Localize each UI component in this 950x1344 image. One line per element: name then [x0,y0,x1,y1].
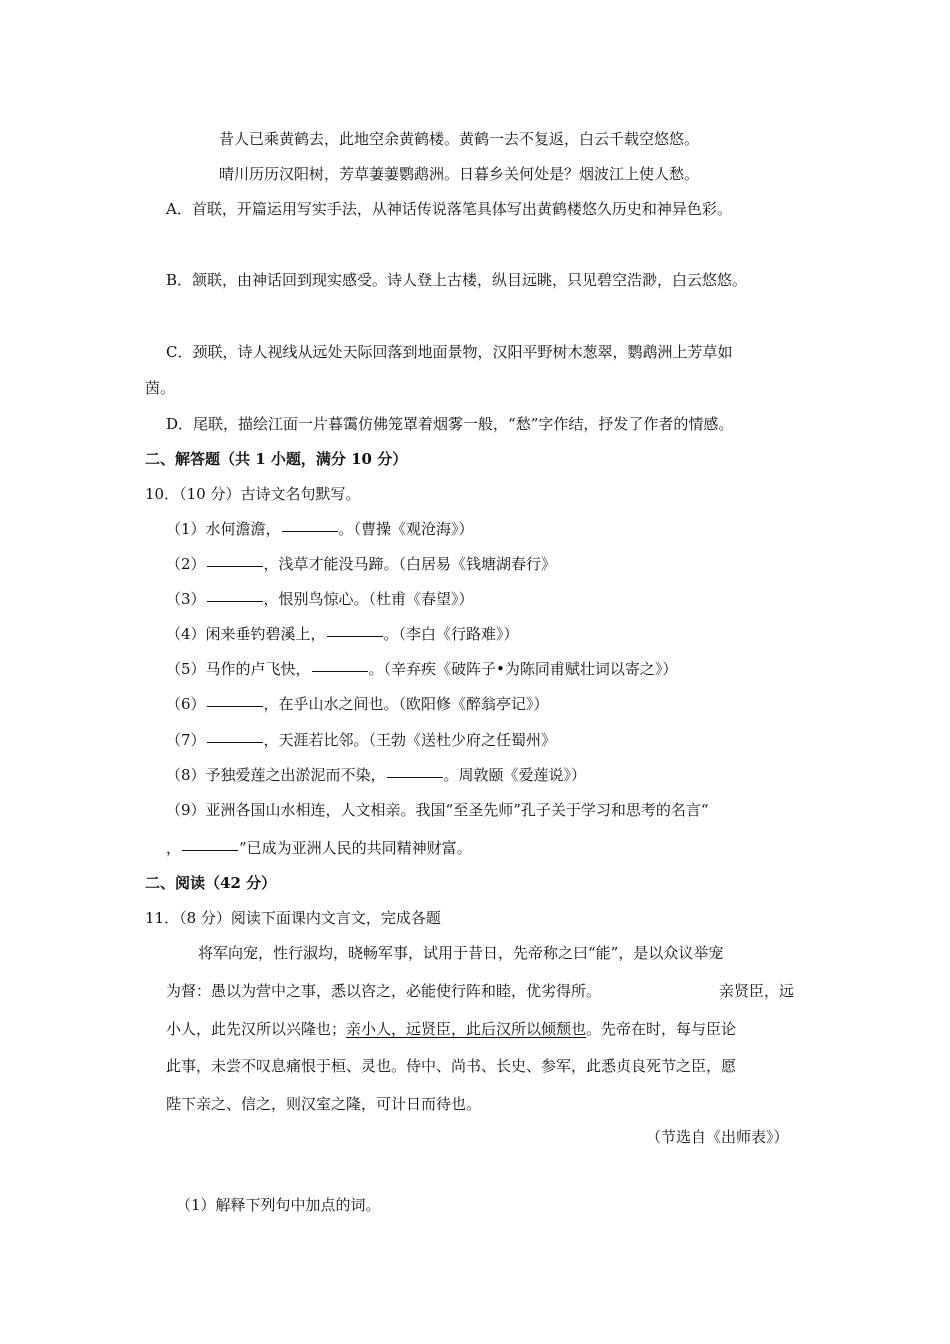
recite-item-5: （5）马作的卢飞快， 。（辛弃疾《破阵子•为陈同甫赋壮词以寄之》） [166,660,678,678]
recite-item-9-line-2: ， ”已成为亚洲人民的共同精神财富。 [166,839,472,857]
passage-line-2: 为督：愚以为营中之事，悉以咨之，必能使行阵和睦，优劣得所。 [166,982,602,1000]
section-heading-answers: 二、解答题（共 1 小题，满分 10 分） [145,450,408,468]
option-a: A．首联，开篇运用写实手法，从神话传说落笔具体写出黄鹤楼悠久历史和神异色彩。 [166,200,732,218]
answer-blank[interactable] [207,741,263,743]
passage-line-5: 陛下亲之、信之，则汉室之隆，可计日而待也。 [166,1095,482,1113]
recite-item-2: （2） ，浅草才能没马蹄。（白居易《钱塘湖春行》 [166,555,557,573]
section-heading-reading: 二、阅读（42 分） [145,874,277,892]
passage-line-2-end: 亲贤臣，远 [719,982,795,1000]
recite-item-6: （6） ，在乎山水之间也。（欧阳修《醉翁亭记》） [166,695,549,713]
recite-item-1: （1）水何澹澹， 。（曹操《观沧海》） [166,520,474,538]
answer-blank[interactable] [207,600,263,602]
recite-item-4: （4）闲来垂钓碧溪上， 。（李白《行路难》） [166,625,519,643]
poem-line-1: 昔人已乘黄鹤去，此地空余黄鹤楼。黄鹤一去不复返，白云千载空悠悠。 [219,130,700,148]
option-c-line-2: 茵。 [145,379,176,397]
answer-blank[interactable] [327,635,383,637]
question-11-title: 11．（8 分）阅读下面课内文言文，完成各题 [145,909,441,927]
sub-question-1: （1）解释下列句中加点的词。 [176,1196,381,1214]
answer-blank[interactable] [282,530,338,532]
recite-item-7: （7） ，天涯若比邻。（王勃《送杜少府之任蜀州》 [166,731,557,749]
passage-source: （节选自《出师表》） [646,1128,789,1146]
answer-blank[interactable] [312,670,368,672]
option-b: B．颔联，由神话回到现实感受。诗人登上古楼，纵目远眺，只见碧空浩渺，白云悠悠。 [166,271,748,289]
recite-item-9-line-1: （9）亚洲各国山水相连，人文相亲。我国“至圣先师”孔子关于学习和思考的名言“ [166,801,709,819]
passage-line-3: 小人，此先汉所以兴隆也；亲小人，远贤臣，此后汉所以倾颓也。先帝在时，每与臣论 [166,1020,737,1038]
poem-line-2: 晴川历历汉阳树，芳草萋萋鹦鹉洲。日暮乡关何处是？烟波江上使人愁。 [219,165,700,183]
underlined-sentence: 亲小人，远贤臣，此后汉所以倾颓也 [346,1020,587,1038]
answer-blank[interactable] [182,849,238,851]
answer-blank[interactable] [207,565,263,567]
passage-line-4: 此事，未尝不叹息痛恨于桓、灵也。侍中、尚书、长史、参军，此悉贞良死节之臣，愿 [166,1057,737,1075]
answer-blank[interactable] [207,705,263,707]
recite-item-8: （8）予独爱莲之出淤泥而不染， 。周敦颐《爱莲说》） [166,766,587,784]
recite-item-3: （3） ，恨别鸟惊心。（杜甫《春望》） [166,590,474,608]
passage-line-1: 将军向宠，性行淑均，晓畅军事，试用于昔日，先帝称之曰“能”，是以众议举宠 [198,944,724,962]
option-c-line-1: C．颈联，诗人视线从远处天际回落到地面景物，汉阳平野树木葱翠，鹦鹉洲上芳草如 [166,343,733,361]
option-d: D．尾联，描绘江面一片暮霭仿佛笼罩着烟雾一般，“愁”字作结，抒发了作者的情感。 [166,415,734,433]
answer-blank[interactable] [387,776,443,778]
question-10-title: 10．（10 分）古诗文名句默写。 [145,485,361,503]
